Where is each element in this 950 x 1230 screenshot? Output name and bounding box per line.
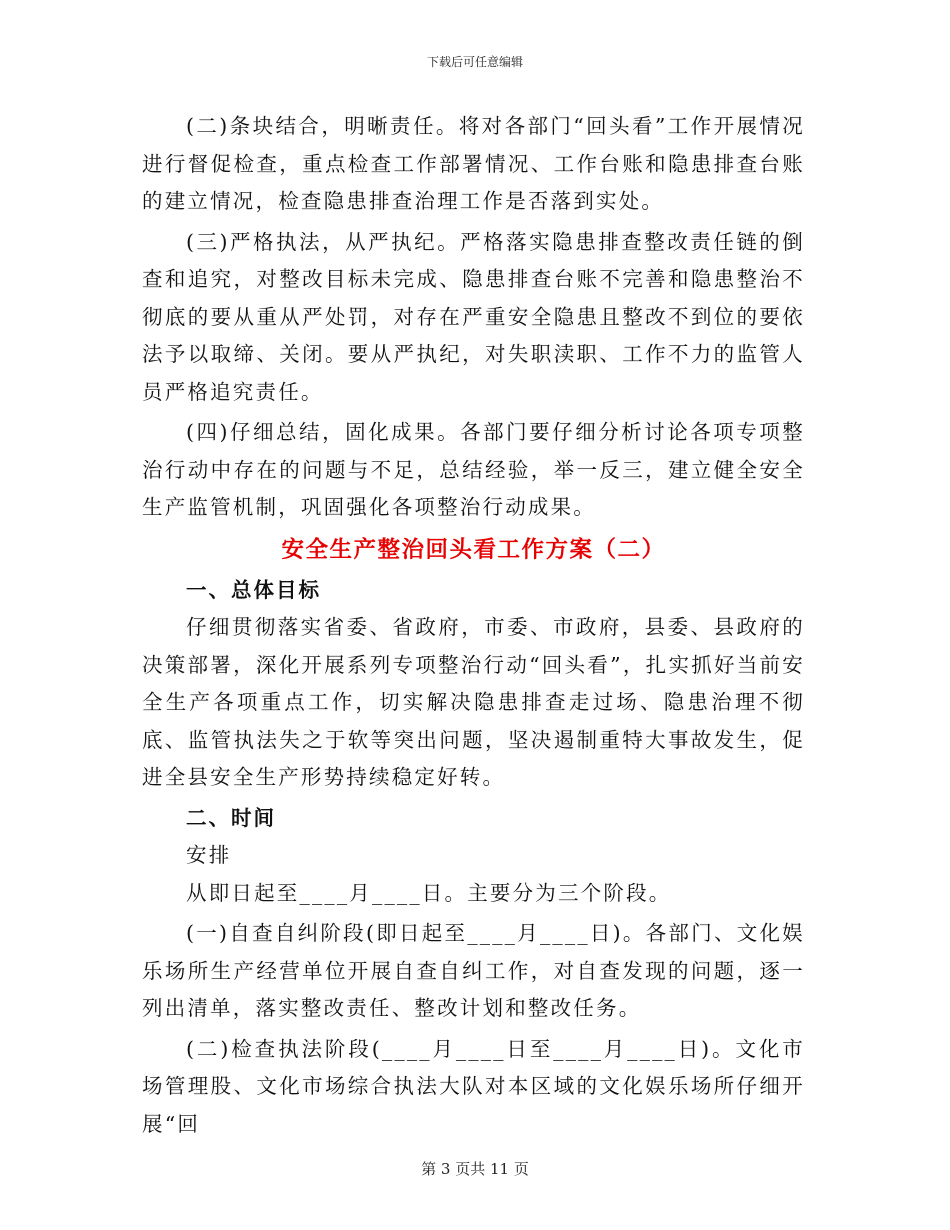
paragraph-period: 从即日起至____月____日。主要分为三个阶段。 [186, 880, 672, 905]
page-footer: 第 3 页共 11 页 [421, 1160, 529, 1178]
document-body [142, 108, 805, 1143]
paragraph-3: (三)严格执法，从严执纪。严格落实隐患排查整改责任链的倒查和追究，对整改目标未完成、隐患排查台账不完善和隐患整治不彻底的要从重从严处罚，对存在严重安全隐患且整改不到位的要依法予以取缔、关闭。要从严执纪，对失职渎职、工作不力的监管人员严格追究责任。 [142, 229, 805, 404]
paragraph-2: (二)条块结合，明晰责任。将对各部门“回头看”工作开展情况进行督促检查，重点检查工作部署情况、工作台账和隐患排查台账的建立情况，检查隐患排查治理工作是否落到实处。 [142, 114, 805, 213]
paragraph-goal: 仔细贯彻落实省委、省政府，市委、市政府，县委、县政府的决策部署，深化开展系列专项整治行动“回头看”，扎实抓好当前安全生产各项重点工作，切实解决隐患排查走过场、隐患治理不彻底、监管执法失之于软等突出问题，坚决遏制重特大事故发生，促进全县安全生产形势持续稳定好转。 [142, 615, 805, 789]
paragraph-stage-2: (二)检查执法阶段(____月____日至____月____日)。文化市场管理股、文化市场综合执法大队对本区域的文化娱乐场所仔细开展“回 [142, 1036, 805, 1136]
document-title: 安全生产整治回头看工作方案（二） [281, 536, 666, 563]
heading-time: 二、时间 [186, 805, 276, 830]
paragraph-stage-1: (一)自查自纠阶段(即日起至____月____日)。各部门、文化娱乐场所生产经营单位开展自查自纠工作，对自查发现的问题，逐一列出清单，落实整改责任、整改计划和整改任务。 [142, 921, 805, 1020]
heading-overall-goal: 一、总体目标 [186, 577, 321, 602]
paragraph-arrangement: 安排 [186, 843, 232, 867]
paragraph-4: (四)仔细总结，固化成果。各部门要仔细分析讨论各项专项整治行动中存在的问题与不足，总结经验，举一反三，建立健全安全生产监管机制，巩固强化各项整治行动成果。 [142, 420, 805, 519]
page-header: 下载后可任意编辑 [426, 55, 523, 69]
